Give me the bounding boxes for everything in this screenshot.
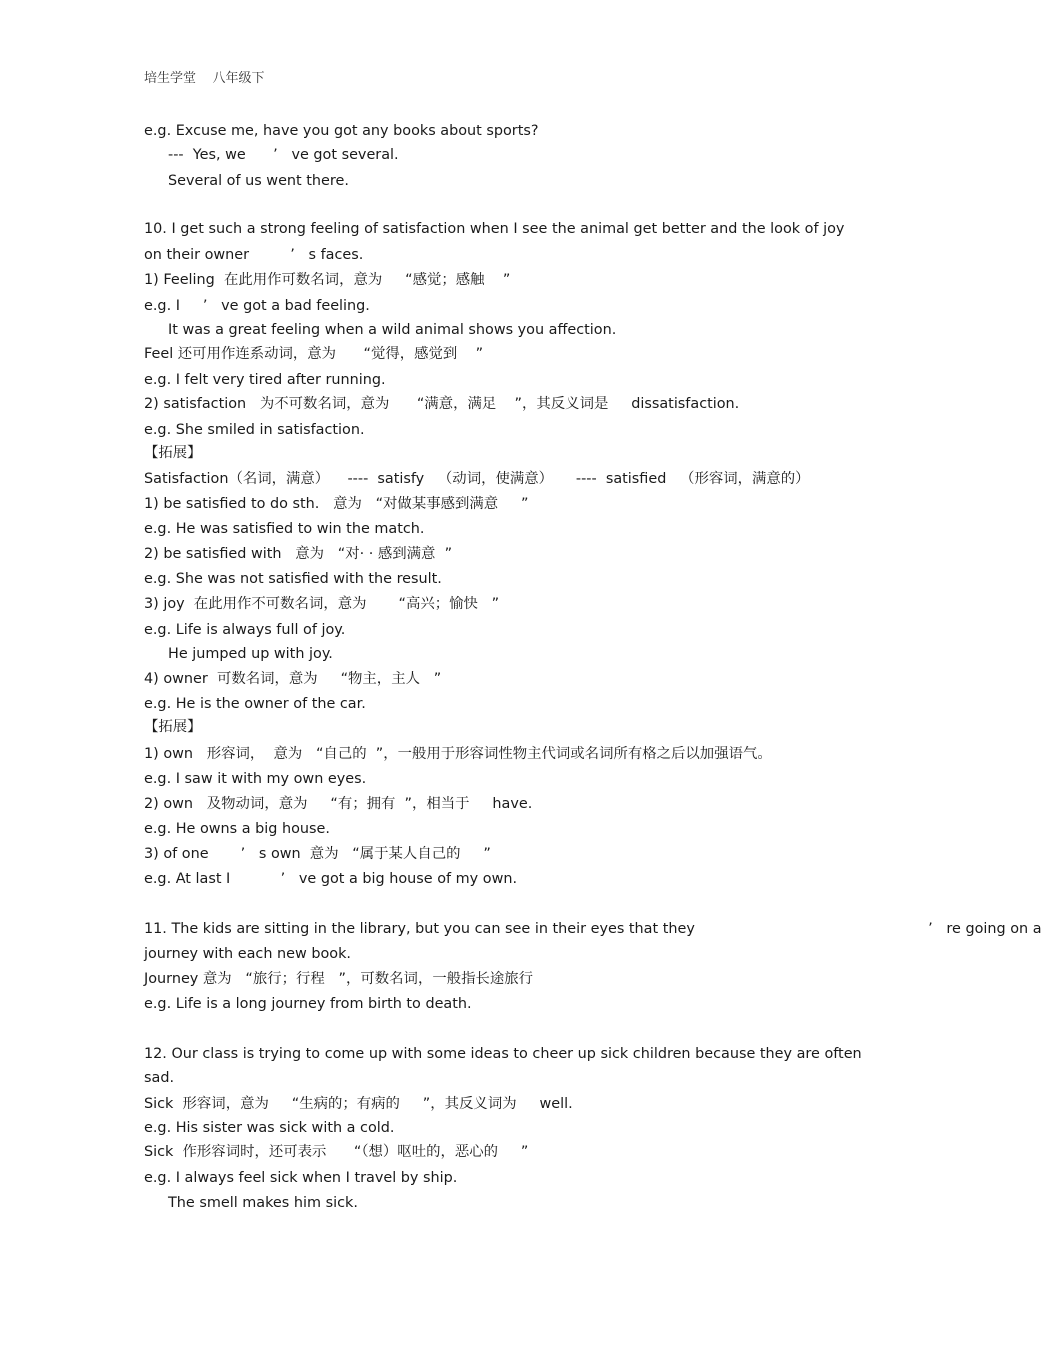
text-line: on their owner ’ s faces. xyxy=(144,247,364,263)
text-line: e.g. He was satisfied to win the match. xyxy=(144,521,425,537)
text-line: The smell makes him sick. xyxy=(168,1195,358,1211)
text-line: 1) own 形容词， 意为 “自己的 ”，一般用于形容词性物主代词或名词所有格之后以加强语气。 xyxy=(144,746,772,762)
text-line: e.g. His sister was sick with a cold. xyxy=(144,1120,395,1136)
text-line: 1) be satisfied to do sth. 意为 “对做某事感到满意 ” xyxy=(144,496,529,512)
text-line: 2) satisfaction 为不可数名词，意为 “满意，满足 ”，其反义词是 dissatisfaction. xyxy=(144,396,740,412)
text-line: Satisfaction（名词，满意） ---- satisfy （动词，使满意） ---- satisfied （形容词，满意的） xyxy=(144,471,810,487)
text-line: e.g. At last I ’ ve got a big house of my own. xyxy=(144,871,518,887)
text-line: e.g. Life is always full of joy. xyxy=(144,622,346,638)
text-line: e.g. Life is a long journey from birth to death. xyxy=(144,996,472,1012)
text-line: --- Yes, we ’ ve got several. xyxy=(168,147,399,163)
text-line: 3) of one ’ s own 意为 “属于某人自己的 ” xyxy=(144,846,491,862)
text-line: e.g. She was not satisfied with the result. xyxy=(144,571,442,587)
text-line: e.g. I always feel sick when I travel by ship. xyxy=(144,1170,458,1186)
text-line: e.g. Excuse me, have you got any books about sports? xyxy=(144,123,539,139)
text-line: 11. The kids are sitting in the library, but you can see in their eyes that they ’ re going on a xyxy=(144,921,1042,937)
text-line: 12. Our class is trying to come up with some ideas to cheer up sick children because they are often xyxy=(144,1046,862,1062)
text-line: 2) be satisfied with 意为 “对· · 感到满意 ” xyxy=(144,546,453,562)
text-line: 4) owner 可数名词，意为 “物主，主人 ” xyxy=(144,671,442,687)
text-line: 10. I get such a strong feeling of satisfaction when I see the animal get better and the look of joy xyxy=(144,221,845,237)
text-line: sad. xyxy=(144,1070,175,1086)
text-line: Several of us went there. xyxy=(168,173,349,189)
text-line: 2) own 及物动词，意为 “有；拥有 ”，相当于 have. xyxy=(144,796,533,812)
text-line: Sick 形容词，意为 “生病的；有病的 ”，其反义词为 well. xyxy=(144,1096,573,1112)
text-line: 1) Feeling 在此用作可数名词，意为 “感觉；感触 ” xyxy=(144,272,511,288)
page-header: 培生学堂 八年级下 xyxy=(144,71,265,86)
text-line: 3) joy 在此用作不可数名词，意为 “高兴；愉快 ” xyxy=(144,596,500,612)
text-line: e.g. He is the owner of the car. xyxy=(144,696,366,712)
section-heading: 【拓展】 xyxy=(144,719,202,735)
text-line: It was a great feeling when a wild animal shows you affection. xyxy=(168,322,617,338)
text-line: e.g. She smiled in satisfaction. xyxy=(144,422,365,438)
text-line: Sick 作形容词时，还可表示 “（想）呕吐的，恶心的 ” xyxy=(144,1144,529,1160)
text-line: e.g. I felt very tired after running. xyxy=(144,372,386,388)
text-line: Feel 还可用作连系动词，意为 “觉得，感觉到 ” xyxy=(144,346,484,362)
text-line: Journey 意为 “旅行；行程 ”，可数名词，一般指长途旅行 xyxy=(144,971,534,987)
text-line: journey with each new book. xyxy=(144,946,352,962)
text-line: e.g. I saw it with my own eyes. xyxy=(144,771,367,787)
section-heading: 【拓展】 xyxy=(144,445,202,461)
text-line: e.g. I ’ ve got a bad feeling. xyxy=(144,298,370,314)
text-line: He jumped up with joy. xyxy=(168,646,333,662)
text-line: e.g. He owns a big house. xyxy=(144,821,330,837)
